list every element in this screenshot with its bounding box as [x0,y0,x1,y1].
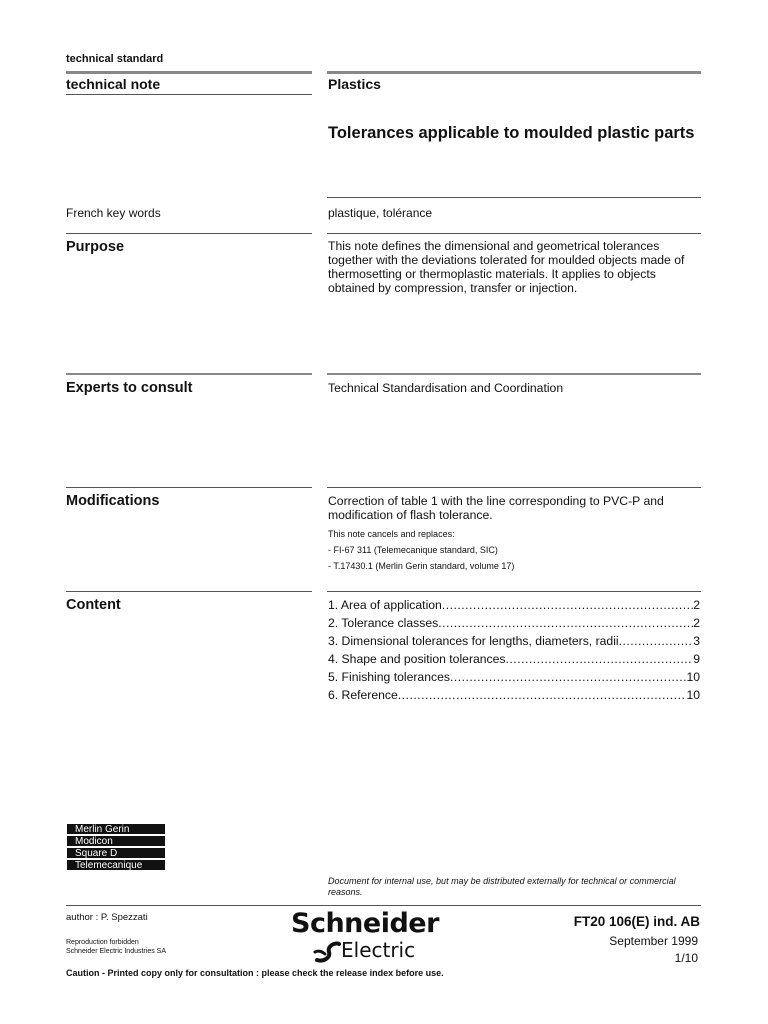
content-rule-right [327,591,701,592]
toc-leader [398,686,687,704]
french-key-words-label: French key words [66,206,161,220]
toc-item[interactable] [328,596,700,614]
toc-item[interactable] [328,614,700,632]
toc-item[interactable] [328,686,700,704]
brand-telemecanique: Telemecanique [66,859,166,871]
experts-text: Technical Standardisation and Coordination [328,381,564,395]
toc-item-title: 3. Dimensional tolerances for lengths, diameters, radii [328,634,619,648]
document-reference: FT20 106(E) ind. AB [573,914,700,929]
toc-item[interactable] [328,668,700,686]
modifications-text: Correction of table 1 with the line corresponding to PVC-P and modification of flash tolerance. [328,494,664,522]
modifications-rule-left [66,487,312,488]
toc-leader [450,668,686,686]
purpose-rule-right [327,233,701,234]
toc-item-page: 9 [693,652,700,666]
header-rule-right [327,71,701,74]
reproduction-notice: Reproduction forbidden [66,939,139,946]
brand-square-d: Square D [66,847,166,859]
brand-modicon: Modicon [66,835,166,847]
experts-heading: Experts to consult [66,380,193,396]
toc-leader [442,596,693,614]
toc-item-title: 2. Tolerance classes [328,616,439,630]
toc-item[interactable] [328,650,700,668]
logo-wordmark-top: Schneider [291,908,439,939]
doc-type: technical standard [66,53,164,65]
note-label: technical note [66,76,161,92]
content-heading: Content [66,597,121,613]
brand-merlin-gerin: Merlin Gerin [66,823,166,835]
toc-leader [506,650,694,668]
experts-rule-right [327,373,701,375]
subject: Plastics [328,76,381,92]
cancels-label: This note cancels and replaces: [328,529,455,539]
toc-item-page: 2 [693,616,700,630]
schneider-electric-symbol-icon [313,940,341,964]
internal-use-note: Document for internal use, but may be distributed externally for technical or commercial reasons. [328,876,676,897]
document-date: September 1999 [609,934,698,948]
toc-leader [438,614,693,632]
cancels-item: - T.17430.1 (Merlin Gerin standard, volume 17) [328,561,515,571]
toc-item-page: 10 [686,688,700,702]
author: author : P. Spezzati [66,912,148,923]
toc-item-title: 4. Shape and position tolerances [328,652,506,666]
header-rule-left [66,71,312,74]
toc-item-title: 6. Reference [328,688,398,702]
page-title: Tolerances applicable to moulded plastic parts [328,124,695,142]
schneider-electric-logo [291,908,451,964]
toc-item[interactable] [328,632,700,650]
cancels-item: - FI-67 311 (Telemecanique standard, SIC) [328,545,498,555]
logo-wordmark-bottom: Electric [341,938,416,962]
purpose-heading: Purpose [66,239,125,255]
toc-item-page: 10 [686,670,700,684]
content-rule-left [66,591,312,592]
footer-rule [66,905,701,906]
purpose-rule-left [66,233,312,234]
modifications-rule-right [327,487,701,488]
toc-item-page: 2 [693,598,700,612]
toc-item-title: 5. Finishing tolerances [328,670,450,684]
french-key-words-value: plastique, tolérance [328,206,433,220]
company-name: Schneider Electric Industries SA [66,948,166,955]
brand-list [66,823,166,871]
title-rule [327,197,701,198]
caution-notice: Caution - Printed copy only for consultation : please check the release index before use. [66,968,444,978]
note-label-underline [66,94,312,95]
purpose-text: This note defines the dimensional and geometrical tolerances together with the deviations tolerated for moulded objects made of thermosetting or thermoplastic materials. It applies to objects obtained by compression, transfer or injection. [328,239,685,295]
table-of-contents [328,596,700,704]
toc-leader [619,632,694,650]
toc-item-page: 3 [693,634,700,648]
experts-rule-left [66,373,312,375]
page-number: 1/10 [674,951,698,965]
toc-item-title: 1. Area of application [328,598,442,612]
modifications-heading: Modifications [66,493,160,509]
